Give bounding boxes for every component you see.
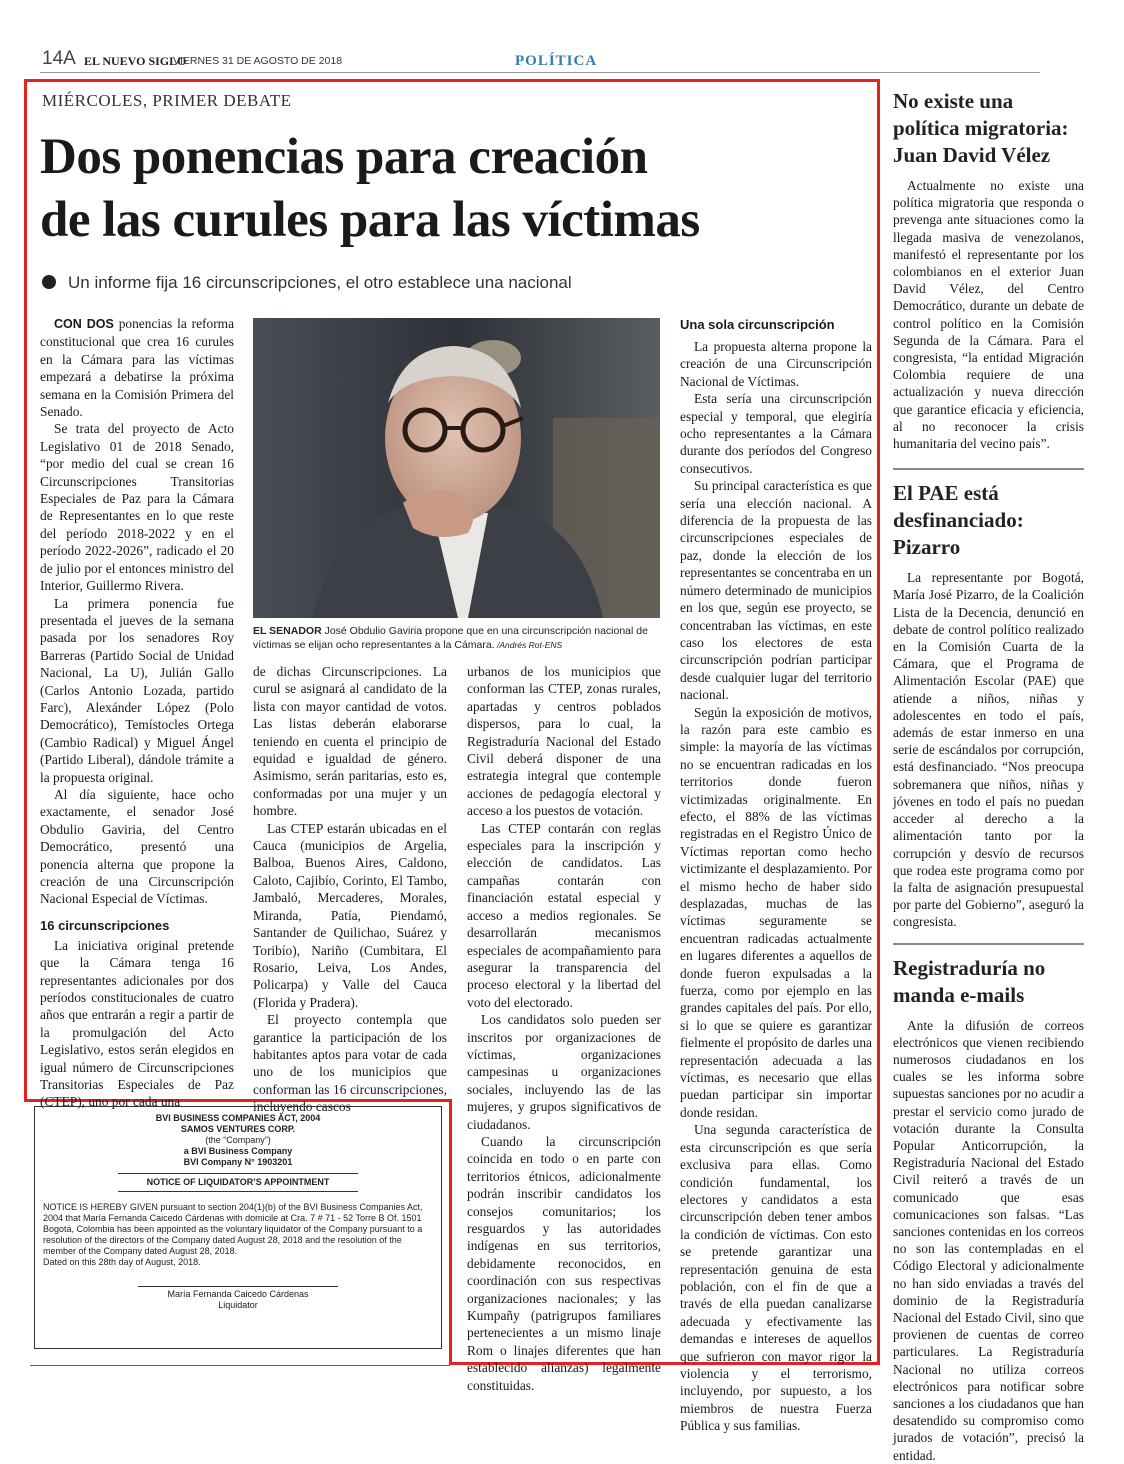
header-rule — [40, 72, 1040, 73]
red-frame-left — [24, 79, 27, 1102]
signer-title: Liquidator — [218, 1300, 258, 1310]
paragraph: Se trata del proyecto de Acto Legislativo 01 de 2018 Senado, “por medio del cual se crean 16 Circunscripciones Transitorias Especiales de Paz para la Cámara de Representantes en lo que reste del período 2018-2022 y en el período 2022-2026”, radicado el 20 de julio por el entonces ministro del Interior, Guillermo Rivera. — [40, 421, 234, 594]
red-frame-top — [24, 79, 880, 82]
paragraph: Las CTEP contarán con reglas especiales para la inscripción y elección de candidatos. Las campañas contarán con financiación estatal especial y acceso a medios regionales. Se desarrollarán mecanismos especiales de acompañamiento para asegurar la transparencia del proceso electoral y la libertad del voto del electorado. — [467, 820, 661, 1010]
article-kicker: MIÉRCOLES, PRIMER DEBATE — [42, 91, 292, 110]
paragraph: Su principal característica es que sería una elección nacional. A diferencia de la propuesta de las circunscripciones especiales de paz, donde la elección de los representantes se concentraba en un número determinado de municipios en los que, según ese proyecto, se concentraban las víctimas, en este caso los electores de esta circunscripción podrían participar desde cualquier lugar del territorio nacional. — [680, 478, 872, 703]
caption-label: EL SENADOR — [253, 625, 322, 637]
legal-notice-body: NOTICE IS HEREBY GIVEN pursuant to section 204(1)(b) of the BVI Business Companies Act, 2004 that María Fernanda Caicedo Cárdenas with domicile at Cra. 7 # 71 - 52 Torre B Of. 1501 Bogotá, Colombia has been appointed as the voluntary liquidator of the Company pursuant to a resolution of the directors of the Company dated August 28, 2018 and the resolution of the member of the Company dated August 28, 2018. — [43, 1202, 423, 1256]
legal-notice-box — [34, 1106, 442, 1349]
newspaper-name: EL NUEVO SIGLO — [84, 54, 187, 68]
legal-notice-rule — [118, 1173, 358, 1174]
sidebar-story-2 — [893, 480, 1084, 930]
paragraph: CON DOS ponencias la reforma constitucional que crea 16 curules en la Cámara para las víctimas empezará a debatirse la próxima semana en la Comisión Primera del Senado. — [40, 316, 235, 420]
article-deck — [42, 273, 572, 293]
bullet-dot-icon — [42, 275, 56, 289]
caption-text: José Obdulio Gaviria propone que en una circunscripción nacional de víctimas se elijan ocho representantes a la Cámara. — [253, 625, 648, 651]
sidebar-story-3 — [893, 955, 1084, 1464]
red-frame-inner-left — [449, 1099, 452, 1365]
sidebar — [893, 88, 1084, 1464]
headline-line-2: de las curules para las víctimas — [40, 192, 700, 248]
sidebar-story-title: No existe una política migratoria: Juan David Vélez — [893, 89, 1069, 167]
section-label: POLÍTICA — [515, 53, 598, 69]
paragraph: Al día siguiente, hace ocho exactamente, el senador José Obdulio Gaviria, del Centro Democrático, presentó una ponencia alterna que propone la creación de una Circunscripción Nacional Especial de Víctimas. — [40, 786, 234, 907]
paragraph: Una segunda característica de esta circunscripción es que sería exclusiva para ellas. Como condición fundamental, los electores y candidatos a esta circunscripción deben tener ambos la condición de víctimas. Con esto se pretende garantizar una representación genuina de esta población, con el fin de que a través de ella puedan canalizarse adecuada y efectivamente las demandas e intereses de aquellos que sufrieron con mayor rigor la violencia y el terrorismo, incluyendo, por supuesto, a los miembros de nuestra Fuerza Pública y sus familias. — [680, 1122, 872, 1434]
article-column-4 — [680, 315, 872, 1435]
legal-notice-dated: Dated on this 28th day of August, 2018. — [43, 1257, 201, 1267]
paragraph: El proyecto contempla que garantice la participación de los habitantes aptos para votar de cada uno de los municipios que conforman las 16 circunscripciones, incluyendo cascos — [253, 1012, 447, 1115]
paragraph: Cuando la circunscripción coincida en todo o en parte con territorios étnicos, adicionalmente podrán inscribir candidatos los consejos comunitarios; los resguardos y las autoridades indígenas en sus territorios, debidamente reconocidos, en coordinación con sus respectivas organizaciones nacionales; y las Kumpañy (patrigrupos familiares pertenecientes a un mismo linaje Rom o linajes diferentes que han establecido alianzas) legalmente constituidas. — [467, 1133, 661, 1393]
article-column-2 — [253, 663, 447, 1116]
sidebar-story-text: La representante por Bogotá, María José Pizarro, de la Coalición Lista de la Decencia, denunció en debate de control político realizado en la Comisión Cuarta de la Cámara, que el Programa de Alimentación Escolar (PAE) que atiende a niños, niñas y adolescentes en todo el país, además de estar inmerso en una serie de escándalos por corrupción, está desfinanciado. “Nos preocupa sobremanera que niños, niñas y jóvenes en todo el país no puedan acceder al derecho a la alimentación tanto por la corrupción y desvío de recursos que rodea este programa como por la falta de asignación presupuestal por parte del Gobierno”, aseguró la congresista. — [893, 570, 1084, 930]
page-number: 14A — [42, 48, 76, 69]
sidebar-divider — [893, 468, 1084, 470]
paragraph: Los candidatos solo pueden ser inscritos por organizaciones de víctimas, organizaciones campesinas u organizaciones sociales, incluyendo las de las mujeres, y grupos significativos de ciudadanos. — [467, 1012, 661, 1132]
legal-notice-header: BVI BUSINESS COMPANIES ACT, 2004 SAMOS VENTURES CORP. (the “Company”) a BVI Business Company BVI Company N° 1903201 — [155, 1113, 321, 1167]
paragraph: La iniciativa original pretende que la Cámara tenga 16 representantes adicionales por dos períodos constitucionales de cuatro años que entrarán a regir a partir de la promulgación del Acto Legislativo, estos serán elegidos en igual número de Circunscripciones Transitorias Especiales de Paz (CTEP), uno por cada una — [40, 937, 234, 1110]
legal-notice-rule — [118, 1191, 358, 1192]
article-column-3 — [467, 663, 661, 1394]
sidebar-divider — [893, 943, 1084, 945]
lead-caps: CON DOS — [54, 317, 114, 331]
deck-text: Un informe fija 16 circunscripciones, el otro establece una nacional — [68, 273, 572, 292]
legal-notice-heading: NOTICE OF LIQUIDATOR’S APPOINTMENT — [146, 1177, 330, 1187]
photo-credit: /Andrés Rot-ENS — [494, 640, 563, 650]
signer-name: María Fernanda Caicedo Cárdenas — [167, 1289, 309, 1299]
sidebar-story-text: Ante la difusión de correos electrónicos que vienen recibiendo numerosos ciudadanos en los cuales se les informa sobre supuestas sanciones por no acudir a prestar el servicio como jurado de votación durante la Consulta Popular Anticorrupción, la Registraduría Nacional del Estado Civil reiteró a través de un comunicado que esas comunicaciones son falsas. “Las sanciones contenidas en los correos no son las contempladas en el Código Electoral y adicionalmente no han sido enviadas a través del dominio de la Registraduría Nacional del Estado Civil, sino que provienen de cuentas de correo particulares. La Registraduría Nacional no utiliza correos electrónicos para notificar sobre sanciones a los ciudadanos que han desatendido su compromiso como jurados de votación”, precisó la entidad. — [893, 1017, 1084, 1463]
article-column-1 — [40, 315, 234, 1111]
red-frame-right — [877, 79, 880, 1365]
subhead-16-circunscripciones: 16 circunscripciones — [40, 917, 170, 933]
sidebar-story-title: Registraduría no manda e-mails — [893, 955, 1046, 1007]
sidebar-story-1 — [893, 88, 1084, 452]
senator-photo — [253, 318, 660, 618]
paragraph: Las CTEP estarán ubicadas en el Cauca (municipios de Argelia, Balboa, Buenos Aires, Caldono, Caloto, Cajibío, Corinto, El Tambo, Jambaló, Mercaderes, Morales, Miranda, Patía, Piendamó, Santander de Quilichao, Suárez y Toribío), Nariño (Cumbitara, El Rosario, Leiva, Los Andes, Policarpa) y Valle del Cauca (Florida y Pradera). — [253, 820, 447, 1010]
headline-line-1: Dos ponencias para creación — [40, 129, 648, 185]
paragraph: Esta sería una circunscripción especial y temporal, que elegiría ocho representantes a la Cámara durante dos períodos del Congreso consecutivos. — [680, 391, 872, 476]
subhead-una-sola-circunscripcion: Una sola circunscripción — [680, 317, 835, 332]
paragraph: urbanos de los municipios que conforman las CTEP, zonas rurales, apartadas y centros poblados dispersos, para lo cual, la Registraduría Nacional del Estado Civil deberá disponer de una estrategia integral que contemple acciones de pedagogía electoral y acceso a los puestos de votación. — [467, 664, 661, 819]
paragraph: Según la exposición de motivos, la razón para este cambio es simple: la mayoría de las víctimas no se encuentran radicadas en los territorios donde fueron victimizadas originalmente. En efecto, el 88% de las víctimas registradas en el Registro Único de Víctimas reportan como hecho victimizante el desplazamiento. Por el mismo hecho de haber sido desplazadas, muchas de las víctimas seguramente se encuentran radicadas actualmente en lugares diferentes a aquellos de donde fueron expulsadas a la fuerza, como por ejemplo en las grandes capitales del país. Por ello, si lo que se quiere es garantizar fielmente el propósito de darles una representación adecuada a las víctimas, es necesario que ellas puedan participar sin importar donde residan. — [680, 704, 872, 1120]
bottom-rule — [30, 1365, 450, 1366]
issue-date: VIERNES 31 DE AGOSTO DE 2018 — [173, 55, 343, 67]
paragraph: La propuesta alterna propone la creación de una Circunscripción Nacional de Víctimas. — [680, 339, 872, 389]
paragraph: La primera ponencia fue presentada el jueves de la semana pasada por los senadores Roy Barreras (Partido Social de Unidad Nacional, La U), Julián Gallo (Carlos Antonio Lozada, partido Farc), Alexánder López (Polo Democrático), Temístocles Ortega (Cambio Radical) y Miguel Ángel (Partido Liberal), dándole trámite a la propuesta original. — [40, 595, 234, 785]
photo-caption — [253, 624, 660, 652]
sidebar-story-text: Actualmente no existe una política migratoria que responda o prevenga ante situaciones como la llegada masiva de venezolanos, manifestó el representante por los colombianos en el exterior Juan David Vélez, del Centro Democrático, durante un debate de control político en la Comisión Segunda de la Cámara. Para el congresista, “la entidad Migración Colombia requiere de una actualización y nueva dirección que garantice eficacia y eficiencia, al no reconocer la crisis humanitaria del vecino país”. — [893, 178, 1084, 452]
portrait-image — [253, 318, 660, 618]
paragraph: de dichas Circunscripciones. La curul se asignará al candidato de la lista con mayor cantidad de votos. Las listas deberán elaborarse teniendo en cuenta el principio de equidad e igualdad de género. Asimismo, serán paritarias, esto es, conformadas por una mujer y un hombre. — [253, 664, 447, 819]
signature-line — [138, 1286, 338, 1287]
sidebar-story-title: El PAE está desfinanciado: Pizarro — [893, 481, 1024, 560]
article-headline — [40, 126, 700, 252]
